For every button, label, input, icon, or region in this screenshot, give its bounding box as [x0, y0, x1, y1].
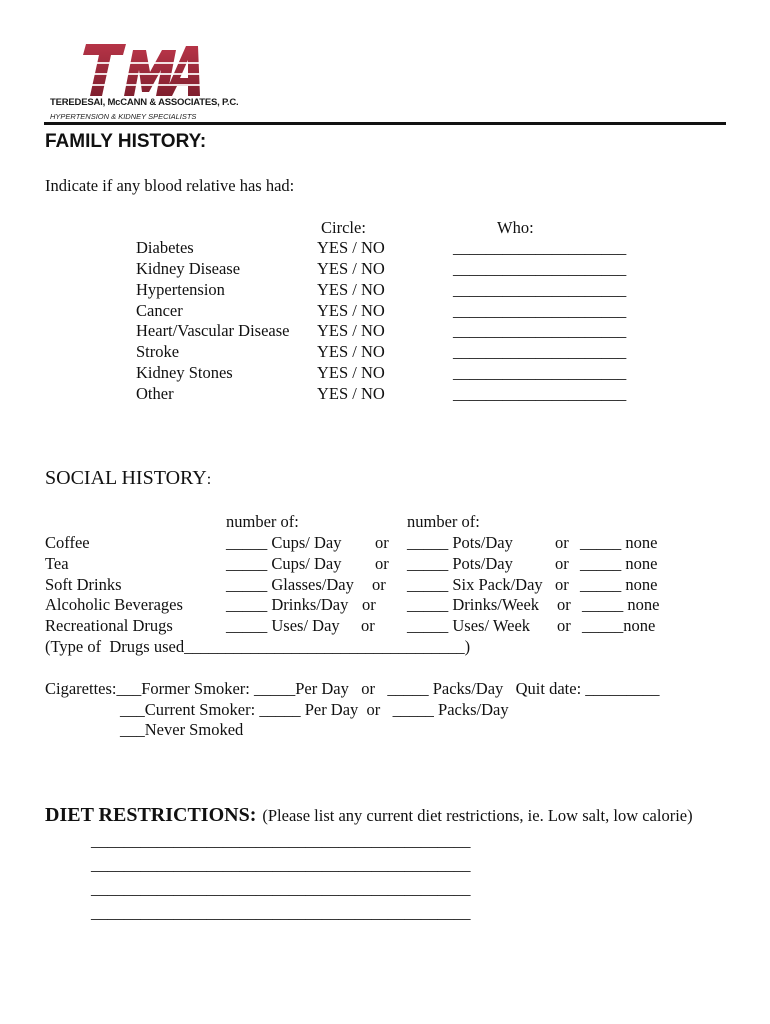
- social-item-label: Alcoholic Beverages: [45, 595, 183, 614]
- who-blank[interactable]: _____________________: [453, 280, 627, 299]
- per-unit-field[interactable]: _____ Uses/ Week: [407, 616, 531, 635]
- who-blank[interactable]: _____________________: [453, 363, 627, 382]
- who-blank[interactable]: _____________________: [453, 301, 627, 320]
- diet-line[interactable]: ______________________________________________: [91, 879, 471, 898]
- family-history-instruction: Indicate if any blood relative has had:: [45, 176, 295, 195]
- circle-header: Circle:: [321, 218, 366, 237]
- per-day-field[interactable]: _____ Glasses/Day: [226, 575, 354, 594]
- cigarettes-current-smoker[interactable]: ___Current Smoker: _____ Per Day or _____ Packs/Day: [120, 700, 509, 719]
- header-divider: [44, 122, 726, 125]
- per-unit-field[interactable]: _____ Pots/Day: [407, 533, 513, 552]
- company-tagline: HYPERTENSION & KIDNEY SPECIALISTS: [50, 112, 197, 121]
- social-item-label: Recreational Drugs: [45, 616, 173, 635]
- yes-no-choice[interactable]: YES / NO: [317, 280, 385, 299]
- or-text: or: [372, 575, 386, 594]
- condition-name: Other: [136, 384, 174, 403]
- social-history-title: SOCIAL HISTORY:: [45, 467, 212, 489]
- diet-line[interactable]: ______________________________________________: [91, 903, 471, 922]
- yes-no-choice[interactable]: YES / NO: [317, 301, 385, 320]
- or-text: or: [375, 554, 389, 573]
- diet-title-row: [45, 804, 693, 827]
- per-day-field[interactable]: _____ Cups/ Day: [226, 554, 342, 573]
- condition-name: Stroke: [136, 342, 180, 361]
- per-day-field[interactable]: _____ Cups/ Day: [226, 533, 342, 552]
- yes-no-choice[interactable]: YES / NO: [317, 342, 385, 361]
- who-blank[interactable]: _____________________: [453, 384, 627, 403]
- number-of-label: number of:: [226, 512, 299, 531]
- diet-restrictions-title: DIET RESTRICTIONS:: [45, 804, 257, 826]
- condition-name: Heart/Vascular Disease: [136, 321, 290, 340]
- condition-name: Diabetes: [136, 238, 194, 257]
- condition-name: Kidney Disease: [136, 259, 241, 278]
- per-unit-field[interactable]: _____ Six Pack/Day: [407, 575, 543, 594]
- or-text: or: [557, 595, 571, 614]
- or-text: or: [362, 595, 376, 614]
- yes-no-choice[interactable]: YES / NO: [317, 238, 385, 257]
- per-unit-field[interactable]: _____ Drinks/Week: [407, 595, 540, 614]
- cigarettes-never-smoked[interactable]: ___Never Smoked: [120, 720, 244, 739]
- or-text: or: [555, 533, 569, 552]
- none-field[interactable]: _____ none: [580, 533, 658, 552]
- who-blank[interactable]: _____________________: [453, 342, 627, 361]
- or-text: or: [555, 575, 569, 594]
- none-field[interactable]: _____ none: [580, 554, 658, 573]
- who-header: Who:: [497, 218, 534, 237]
- social-item-label: Soft Drinks: [45, 575, 122, 594]
- family-history-title: FAMILY HISTORY:: [45, 131, 207, 152]
- diet-restrictions-note: (Please list any current diet restrictions, ie. Low salt, low calorie): [262, 806, 693, 825]
- yes-no-choice[interactable]: YES / NO: [317, 259, 385, 278]
- per-unit-field[interactable]: _____ Pots/Day: [407, 554, 513, 573]
- condition-name: Kidney Stones: [136, 363, 233, 382]
- diet-line[interactable]: ______________________________________________: [91, 855, 471, 874]
- or-text: or: [555, 554, 569, 573]
- none-field[interactable]: _____none: [582, 616, 656, 635]
- social-item-label: Tea: [45, 554, 69, 573]
- who-blank[interactable]: _____________________: [453, 259, 627, 278]
- company-name: TEREDESAI, McCANN & ASSOCIATES, P.C.: [50, 97, 239, 108]
- number-of-label: number of:: [407, 512, 480, 531]
- cigarettes-former-smoker[interactable]: Cigarettes:___Former Smoker: _____Per Day or _____ Packs/Day Quit date: _________: [45, 679, 660, 698]
- condition-name: Cancer: [136, 301, 183, 320]
- tma-logo-icon: [80, 42, 202, 100]
- or-text: or: [557, 616, 571, 635]
- per-day-field[interactable]: _____ Drinks/Day: [226, 595, 349, 614]
- yes-no-choice[interactable]: YES / NO: [317, 363, 385, 382]
- per-day-field[interactable]: _____ Uses/ Day: [226, 616, 340, 635]
- none-field[interactable]: _____ none: [580, 575, 658, 594]
- social-item-label: Coffee: [45, 533, 90, 552]
- yes-no-choice[interactable]: YES / NO: [317, 321, 385, 340]
- or-text: or: [361, 616, 375, 635]
- diet-line[interactable]: ______________________________________________: [91, 831, 471, 850]
- who-blank[interactable]: _____________________: [453, 321, 627, 340]
- who-blank[interactable]: _____________________: [453, 238, 627, 257]
- none-field[interactable]: _____ none: [582, 595, 660, 614]
- condition-name: Hypertension: [136, 280, 225, 299]
- yes-no-choice[interactable]: YES / NO: [317, 384, 385, 403]
- drug-type-field[interactable]: (Type of Drugs used__________________________________): [45, 637, 471, 656]
- or-text: or: [375, 533, 389, 552]
